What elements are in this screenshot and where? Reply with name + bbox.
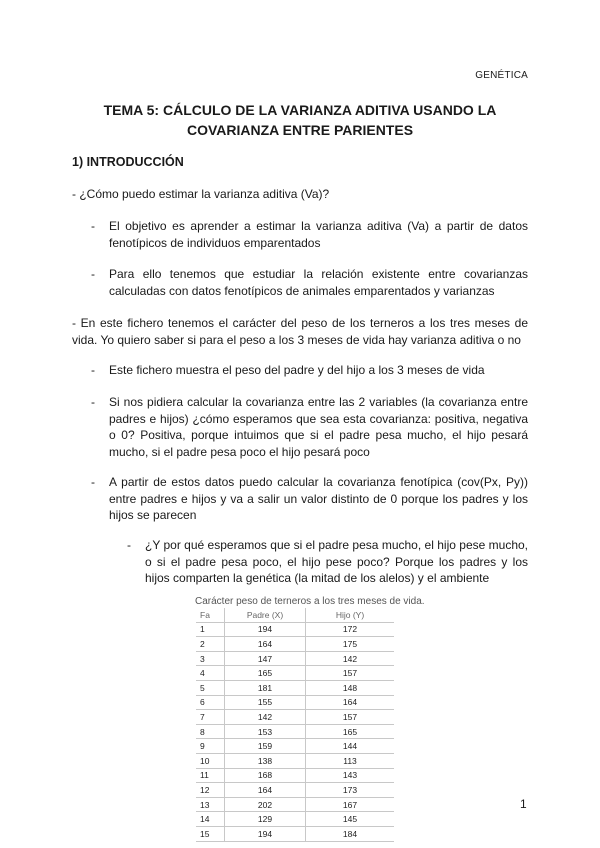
table-cell: 194 bbox=[225, 622, 306, 637]
table-cell: 157 bbox=[306, 666, 395, 681]
table-cell: 164 bbox=[306, 695, 395, 710]
table-row bbox=[196, 637, 394, 652]
table-cell: 181 bbox=[225, 680, 306, 695]
bullet-why-similar: ¿Y por qué esperamos que si el padre pesa mucho, el hijo pese mucho, o si el padre pesa poco, el hijo pese poco? Porque los padres y los hijos comparten la genética (la mitad de los alelos) y el ambiente bbox=[145, 538, 528, 585]
table-row bbox=[196, 680, 394, 695]
table-row bbox=[196, 666, 394, 681]
bullet-dash: - bbox=[91, 363, 95, 377]
table-cell: 202 bbox=[225, 797, 306, 812]
table-cell: 148 bbox=[306, 680, 395, 695]
table-row bbox=[196, 739, 394, 754]
column-header: Fa bbox=[196, 608, 225, 622]
table-cell: 3 bbox=[196, 651, 225, 666]
column-header: Hijo (Y) bbox=[306, 608, 395, 622]
table-cell: 159 bbox=[225, 739, 306, 754]
bullet-dash: - bbox=[127, 538, 131, 552]
table-cell: 4 bbox=[196, 666, 225, 681]
table-cell: 175 bbox=[306, 637, 395, 652]
table-row bbox=[196, 783, 394, 798]
table-cell: 15 bbox=[196, 826, 225, 841]
running-header: GENÉTICA bbox=[475, 70, 528, 81]
table-cell: 113 bbox=[306, 753, 395, 768]
table-cell: 1 bbox=[196, 622, 225, 637]
question-paragraph: - ¿Cómo puedo estimar la varianza aditiva (Va)? bbox=[72, 187, 330, 201]
file-paragraph: - En este fichero tenemos el carácter del peso de los terneros a los tres meses de vida. Yo quiero saber si para el peso a los 3 meses de vida hay varianza aditiva o no bbox=[72, 316, 528, 347]
table-cell: 10 bbox=[196, 753, 225, 768]
table-row bbox=[196, 768, 394, 783]
table-cell: 167 bbox=[306, 797, 395, 812]
table-cell: 14 bbox=[196, 812, 225, 827]
bullet-file-shows: Este fichero muestra el peso del padre y del hijo a los 3 meses de vida bbox=[109, 363, 485, 377]
table-cell: 138 bbox=[225, 753, 306, 768]
table-row bbox=[196, 797, 394, 812]
table-row bbox=[196, 724, 394, 739]
table-cell: 194 bbox=[225, 826, 306, 841]
table-cell: 8 bbox=[196, 724, 225, 739]
document-title: TEMA 5: CÁLCULO DE LA VARIANZA ADITIVA USANDO LA COVARIANZA ENTRE PARIENTES bbox=[103, 102, 497, 138]
table-cell: 147 bbox=[225, 651, 306, 666]
bullet-dash: - bbox=[91, 267, 95, 281]
table-cell: 155 bbox=[225, 695, 306, 710]
table-row bbox=[196, 812, 394, 827]
bullet-covariance-question: Si nos pidiera calcular la covarianza entre las 2 variables (la covarianza entre padres e hijos) ¿cómo esperamos que sea esta covarianza: positiva, negativa o 0? Positiva, porque intuimos que si el padre pesa mucho, el hijo pesará mucho, si el padre pesa poco el hijo pesará poco bbox=[109, 395, 528, 459]
table-row bbox=[196, 622, 394, 637]
table-cell: 143 bbox=[306, 768, 395, 783]
table-cell: 5 bbox=[196, 680, 225, 695]
page-number: 1 bbox=[520, 797, 527, 811]
bullet-objective: El objetivo es aprender a estimar la varianza aditiva (Va) a partir de datos fenotípicos de individuos emparentados bbox=[109, 219, 528, 250]
table-cell: 173 bbox=[306, 783, 395, 798]
bullet-dash: - bbox=[91, 395, 95, 409]
table-cell: 12 bbox=[196, 783, 225, 798]
column-header: Padre (X) bbox=[225, 608, 306, 622]
table-cell: 165 bbox=[306, 724, 395, 739]
table-row bbox=[196, 695, 394, 710]
bullet-phenotypic-covariance: A partir de estos datos puedo calcular la covarianza fenotípica (cov(Px, Py)) entre padres e hijos y va a salir un valor distinto de 0 porque los padres y los hijos se parecen bbox=[109, 475, 528, 522]
table-cell: 142 bbox=[306, 651, 395, 666]
table-cell: 184 bbox=[306, 826, 395, 841]
table-cell: 172 bbox=[306, 622, 395, 637]
weight-table bbox=[196, 608, 394, 842]
table-cell: 165 bbox=[225, 666, 306, 681]
table-row bbox=[196, 753, 394, 768]
table-header-row bbox=[196, 608, 394, 622]
table-cell: 129 bbox=[225, 812, 306, 827]
table-cell: 9 bbox=[196, 739, 225, 754]
table-cell: 157 bbox=[306, 710, 395, 725]
table-cell: 168 bbox=[225, 768, 306, 783]
table-cell: 7 bbox=[196, 710, 225, 725]
table-row bbox=[196, 826, 394, 841]
bullet-relation: Para ello tenemos que estudiar la relación existente entre covarianzas calculadas con datos fenotípicos de animales emparentados y varianzas bbox=[109, 267, 528, 298]
table-cell: 13 bbox=[196, 797, 225, 812]
table-row bbox=[196, 651, 394, 666]
table-cell: 2 bbox=[196, 637, 225, 652]
bullet-dash: - bbox=[91, 219, 95, 233]
table-cell: 6 bbox=[196, 695, 225, 710]
table-cell: 11 bbox=[196, 768, 225, 783]
table-cell: 144 bbox=[306, 739, 395, 754]
table-row bbox=[196, 710, 394, 725]
table-cell: 145 bbox=[306, 812, 395, 827]
bullet-dash: - bbox=[91, 475, 95, 489]
section-heading: 1) INTRODUCCIÓN bbox=[72, 155, 184, 169]
table-cell: 153 bbox=[225, 724, 306, 739]
table-cell: 142 bbox=[225, 710, 306, 725]
table-cell: 164 bbox=[225, 637, 306, 652]
table-cell: 164 bbox=[225, 783, 306, 798]
table-caption: Carácter peso de terneros a los tres meses de vida. bbox=[195, 596, 425, 607]
